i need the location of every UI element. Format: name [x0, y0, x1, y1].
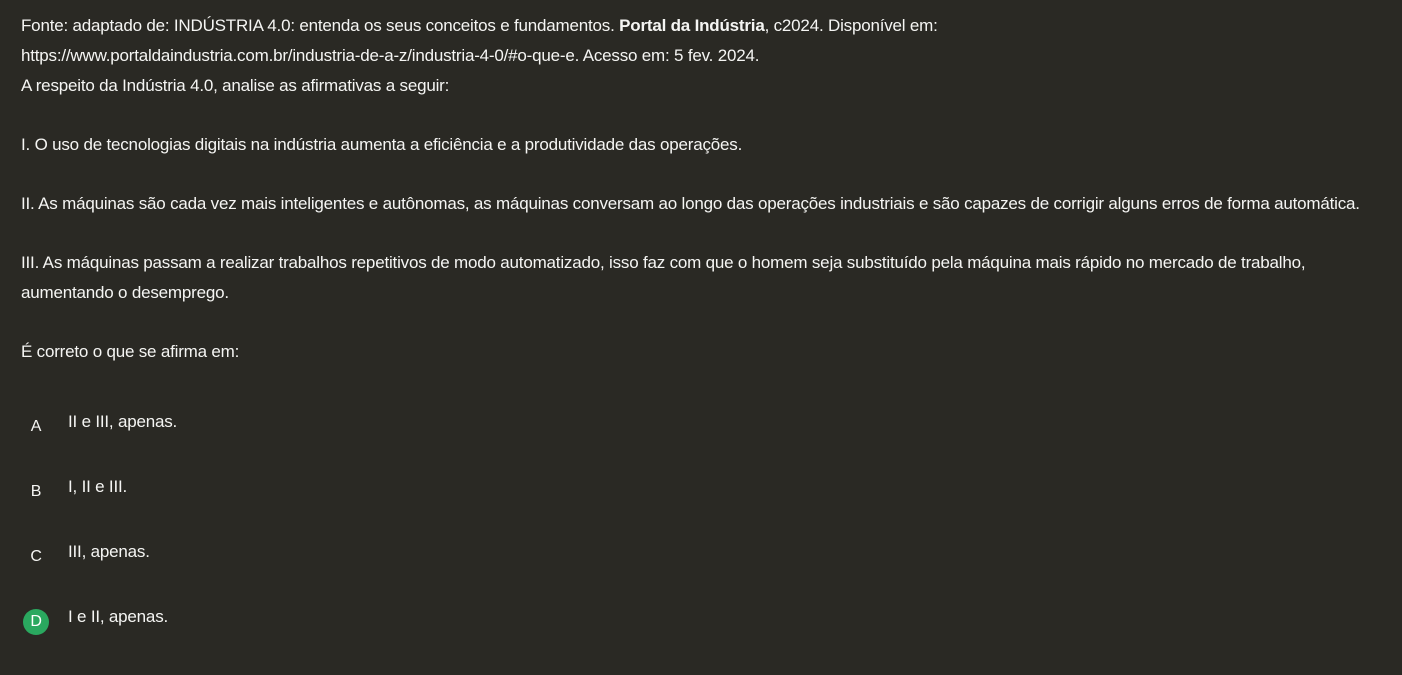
- question-prompt: É correto o que se afirma em:: [21, 342, 240, 361]
- statement-3: III. As máquinas passam a realizar trabalhos repetitivos de modo automatizado, isso faz com que o homem seja substituído pela máquina mais rápido no mercado de trabalho, aumentando o desemprego.: [21, 253, 1306, 302]
- options-list: [21, 407, 1381, 635]
- option-b-letter-badge[interactable]: B: [30, 483, 42, 500]
- option-b[interactable]: [23, 472, 1381, 505]
- option-a-letter-badge[interactable]: A: [30, 418, 42, 435]
- option-d-label: I e II, apenas.: [68, 607, 169, 626]
- option-a[interactable]: [23, 407, 1381, 440]
- option-a-label: II e III, apenas.: [68, 412, 178, 431]
- source-citation-url: https://www.portaldaindustria.com.br/industria-de-a-z/industria-4-0/#o-que-e. Acesso em: 5 fev. 2024.: [21, 46, 760, 65]
- source-citation: [21, 11, 1381, 101]
- option-b-label: I, II e III.: [68, 477, 128, 496]
- source-citation-year: , c2024. Disponível em:: [764, 16, 938, 35]
- question-intro: A respeito da Indústria 4.0, analise as afirmativas a seguir:: [21, 76, 450, 95]
- option-d[interactable]: [23, 602, 1381, 635]
- statement-1: I. O uso de tecnologias digitais na indústria aumenta a eficiência e a produtividade das operações.: [21, 135, 743, 154]
- option-d-letter-badge[interactable]: D: [23, 609, 49, 635]
- option-c-label: III, apenas.: [68, 542, 150, 561]
- option-c[interactable]: [23, 537, 1381, 570]
- option-c-letter-badge[interactable]: C: [30, 548, 42, 565]
- statement-2: II. As máquinas são cada vez mais inteligentes e autônomas, as máquinas conversam ao longo das operações industriais e são capazes de corrigir alguns erros de forma automática.: [21, 194, 1360, 213]
- source-citation-publisher: Portal da Indústria: [619, 16, 765, 35]
- source-citation-text: Fonte: adaptado de: INDÚSTRIA 4.0: entenda os seus conceitos e fundamentos.: [21, 16, 620, 35]
